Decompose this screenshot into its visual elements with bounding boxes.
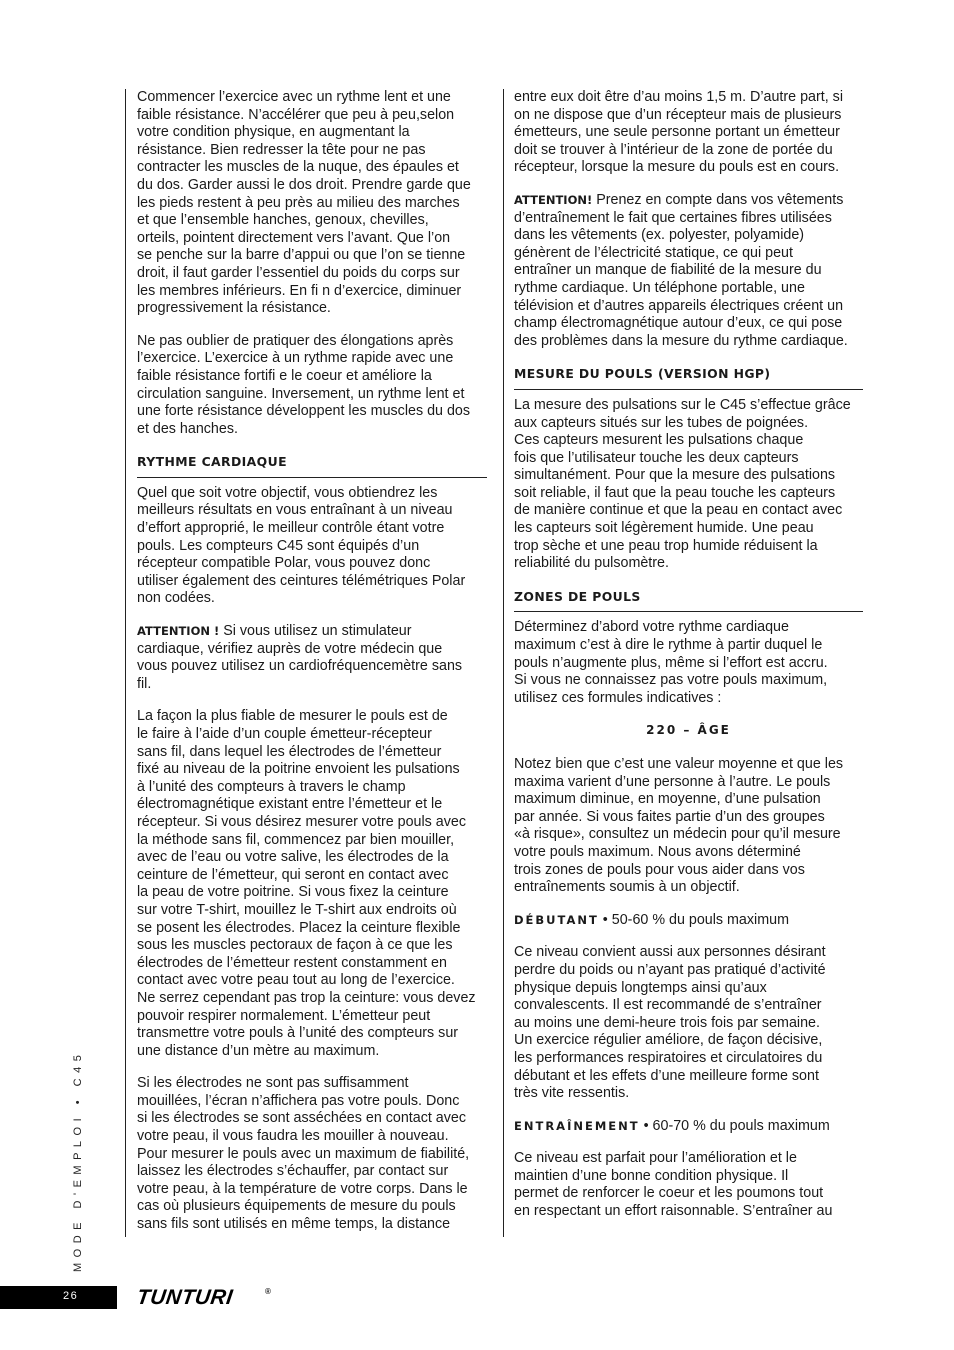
right-text-column [503, 89, 863, 1237]
heading-rythme-cardiaque: RYTHME CARDIAQUE [137, 453, 487, 478]
paragraph-exercise-start: Commencer l’exercice avec un rythme lent et une faible résistance. N’accélérer que peu à peu,selon votre condition physique, en augmentant la résistance. Bien redresser la tête pour ne pas contracter les muscles de la nuque, des épaules et du dos. Garder aussi le dos droit. Prendre garde que les pieds restent à peu près au milieu des marches et que l’ensemble hanches, genoux, chevilles, orteils, pointent directement vers l’avant. Que l’on se penche sur la barre d’appui ou que l’on se tienne droit, il faut garder l’essentiel du poids du corps sur les membres inférieurs. En fi n d’exercice, diminuer progressivement la résistance. [137, 89, 471, 317]
attention-text: Si vous utilisez un stimulateur cardiaque, vérifiez auprès de votre médecin que vous pouvez utilisez un cardiofréquencemètre sans fil. [137, 623, 463, 692]
paragraph-attention-pacemaker [137, 623, 487, 693]
zone-debutant-value: • 50-60 % du pouls maximum [598, 911, 789, 928]
zone-debutant-label: DÉBUTANT [514, 912, 599, 927]
paragraph-electrodes: Si les électrodes ne sont pas suffisamment mouillées, l’écran n’affichera pas votre pouls. Donc si les électrodes se sont asséchées en contact avec votre peau, il vous faudra les mouiller à nouveau. Pour mesurer le pouls avec un maximum de fiabilité, laissez les électrodes s’échauffer, par contact sur votre peau, à la température de votre corps. Dans le cas où plusieurs équipements de mesure du pouls sans fils sont utilisés en même temps, la distance [137, 1075, 470, 1233]
left-text-column [125, 89, 487, 1237]
heading-zones-de-pouls: ZONES DE POULS [514, 588, 863, 613]
zone-entrainement [514, 1118, 863, 1136]
formula-max-pulse: 220 – ÂGE [646, 723, 731, 738]
paragraph-wireless-method: La façon la plus fiable de mesurer le pouls est de le faire à l’aide d’un couple émetteur-récepteur sans fil, dans lequel les électrodes de l’émetteur fixé au niveau de la poitrine envoient les pulsations à l’unité des compteurs à travers le champ électromagnétique existant entre l’émetteur et le récepteur. Si vous désirez mesurer votre pouls avec la méthode sans fil, commencez par bien mouiller, avec de l’eau ou votre salive, les électrodes de la ceinture de l’émetteur, qui seront en contact avec la peau de votre poitrine. Si vous fixez la ceinture sur votre T-shirt, mouillez le T-shirt aux endroits où se posent les électrodes. Placez la ceinture flexible sous les muscles pectoraux de façon à ce que les électrodes de l’émetteur restent constamment en contact avec votre peau tout au long de l’exercice. Ne serrez cependant pas trop la ceinture: vous devez pouvoir respirer normalement. L’émetteur peut transmettre votre pouls à l’unité des compteurs sur une distance d’un mètre au maximum. [137, 708, 476, 1059]
paragraph-attention-clothing [514, 192, 863, 350]
page-number-bar [0, 1286, 117, 1309]
paragraph-stretching: Ne pas oublier de pratiquer des élongations après l’exercice. L’exercice à un rythme rapide avec une faible résistance fortifi e le coeur et améliore la circulation sanguine. Inversement, un rythme lent et une forte résistance développent les muscles du dos et des hanches. [137, 332, 470, 437]
registered-mark: ® [265, 1287, 271, 1296]
paragraph-objective: Quel que soit votre objectif, vous obtiendrez les meilleurs résultats en vous entraînant à un niveau d’effort approprié, le meilleur contrôle étant votre pouls. Les compteurs C45 sont équipés d’un récepteur compatible Polar, vous pouvez donc utiliser également des ceintures télémétriques Polar non codées. [137, 484, 466, 607]
attention-label: ATTENTION! [514, 192, 593, 207]
paragraph-hgp-sensors: La mesure des pulsations sur le C45 s’effectue grâce aux capteurs situés sur les tubes de poignées. Ces capteurs mesurent les pulsations chaque fois que l’utilisateur touche les deux capteurs simultanément. Pour que la mesure des pulsations soit reliable, il faut que la peau touche les capteurs de manière continue et que la peau en contact avec les capteurs soit légèrement humide. Une peau trop sèche et une peau trop humide réduisent la reliabilité du pulsomètre. [514, 396, 851, 572]
heading-mesure-du-pouls: MESURE DU POULS (VERSION HGP) [514, 365, 863, 390]
paragraph-max-heart-rate: Déterminez d’abord votre rythme cardiaque maximum c’est à dire le rythme à partir duquel le pouls n’augmente plus, même si l’effort est accru. Si vous ne connaissez pas votre pouls maximum, utilisez ces formules indicatives : [514, 619, 828, 706]
paragraph-average-value: Notez bien que c’est une valeur moyenne et que les maxima varient d’une personne à l’autre. Le pouls maximum diminue, en moyenne, d’une pulsation par année. Si vous faites partie d’un des groupes «à risque», consultez un médecin pour qu’il mesure votre pouls maximum. Nous avons déterminé trois zones de pouls pour vous aider dans vos entraînements soumis à un objectif. [514, 756, 844, 896]
zone-entrainement-label: ENTRAÎNEMENT [514, 1118, 640, 1133]
page-number: 26 [63, 1290, 79, 1302]
paragraph-entrainement-description: Ce niveau est parfait pour l’amélioration et le maintien d’une bonne condition physique. Il permet de renforcer le coeur et les poumons tout en respectant un effort raisonnable. S’entraîner au [514, 1150, 833, 1220]
paragraph-debutant-description: Ce niveau convient aussi aux personnes désirant perdre du poids ou n’ayant pas pratiqué d’activité physique depuis longtemps ainsi qu’aux convalescents. Il est recommandé de s’entraîner au moins une demi-heure trois fois par semaine. Un exercice régulier améliore, de façon décisive, les performances respiratoires et circulatoires du débutant et les effets d’une meilleure forme sont très vite ressentis. [514, 944, 826, 1102]
paragraph-distance: entre eux doit être d’au moins 1,5 m. D’autre part, si on ne dispose que d’un récepteur mais de plusieurs émetteurs, une seule personne portant un émetteur doit se trouver à l’intérieur de la zone de portée du récepteur, lorsque la mesure du pouls est en cours. [514, 89, 843, 176]
side-manual-label: MODE D'EMPLOI • C45 [72, 1049, 84, 1272]
tunturi-logo: TUNTURI [135, 1286, 235, 1309]
zone-debutant [514, 912, 863, 930]
attention-text: Prenez en compte dans vos vêtements d’entraînement le fait que certaines fibres utilisées dans les vêtements (ex. polyester, polyamide) génèrent de l’électricité statique, ce qui peut entraîner un manque de fiabilité de la mesure du rythme cardiaque. Un téléphone portable, une télévision et d’autres appareils électriques créent un champ électromagnétique autour d’eux, ce qui pose des problèmes dans la mesure du rythme cardiaque. [514, 191, 848, 349]
attention-label: ATTENTION ! [137, 624, 220, 639]
zone-entrainement-value: • 60-70 % du pouls maximum [639, 1117, 830, 1134]
